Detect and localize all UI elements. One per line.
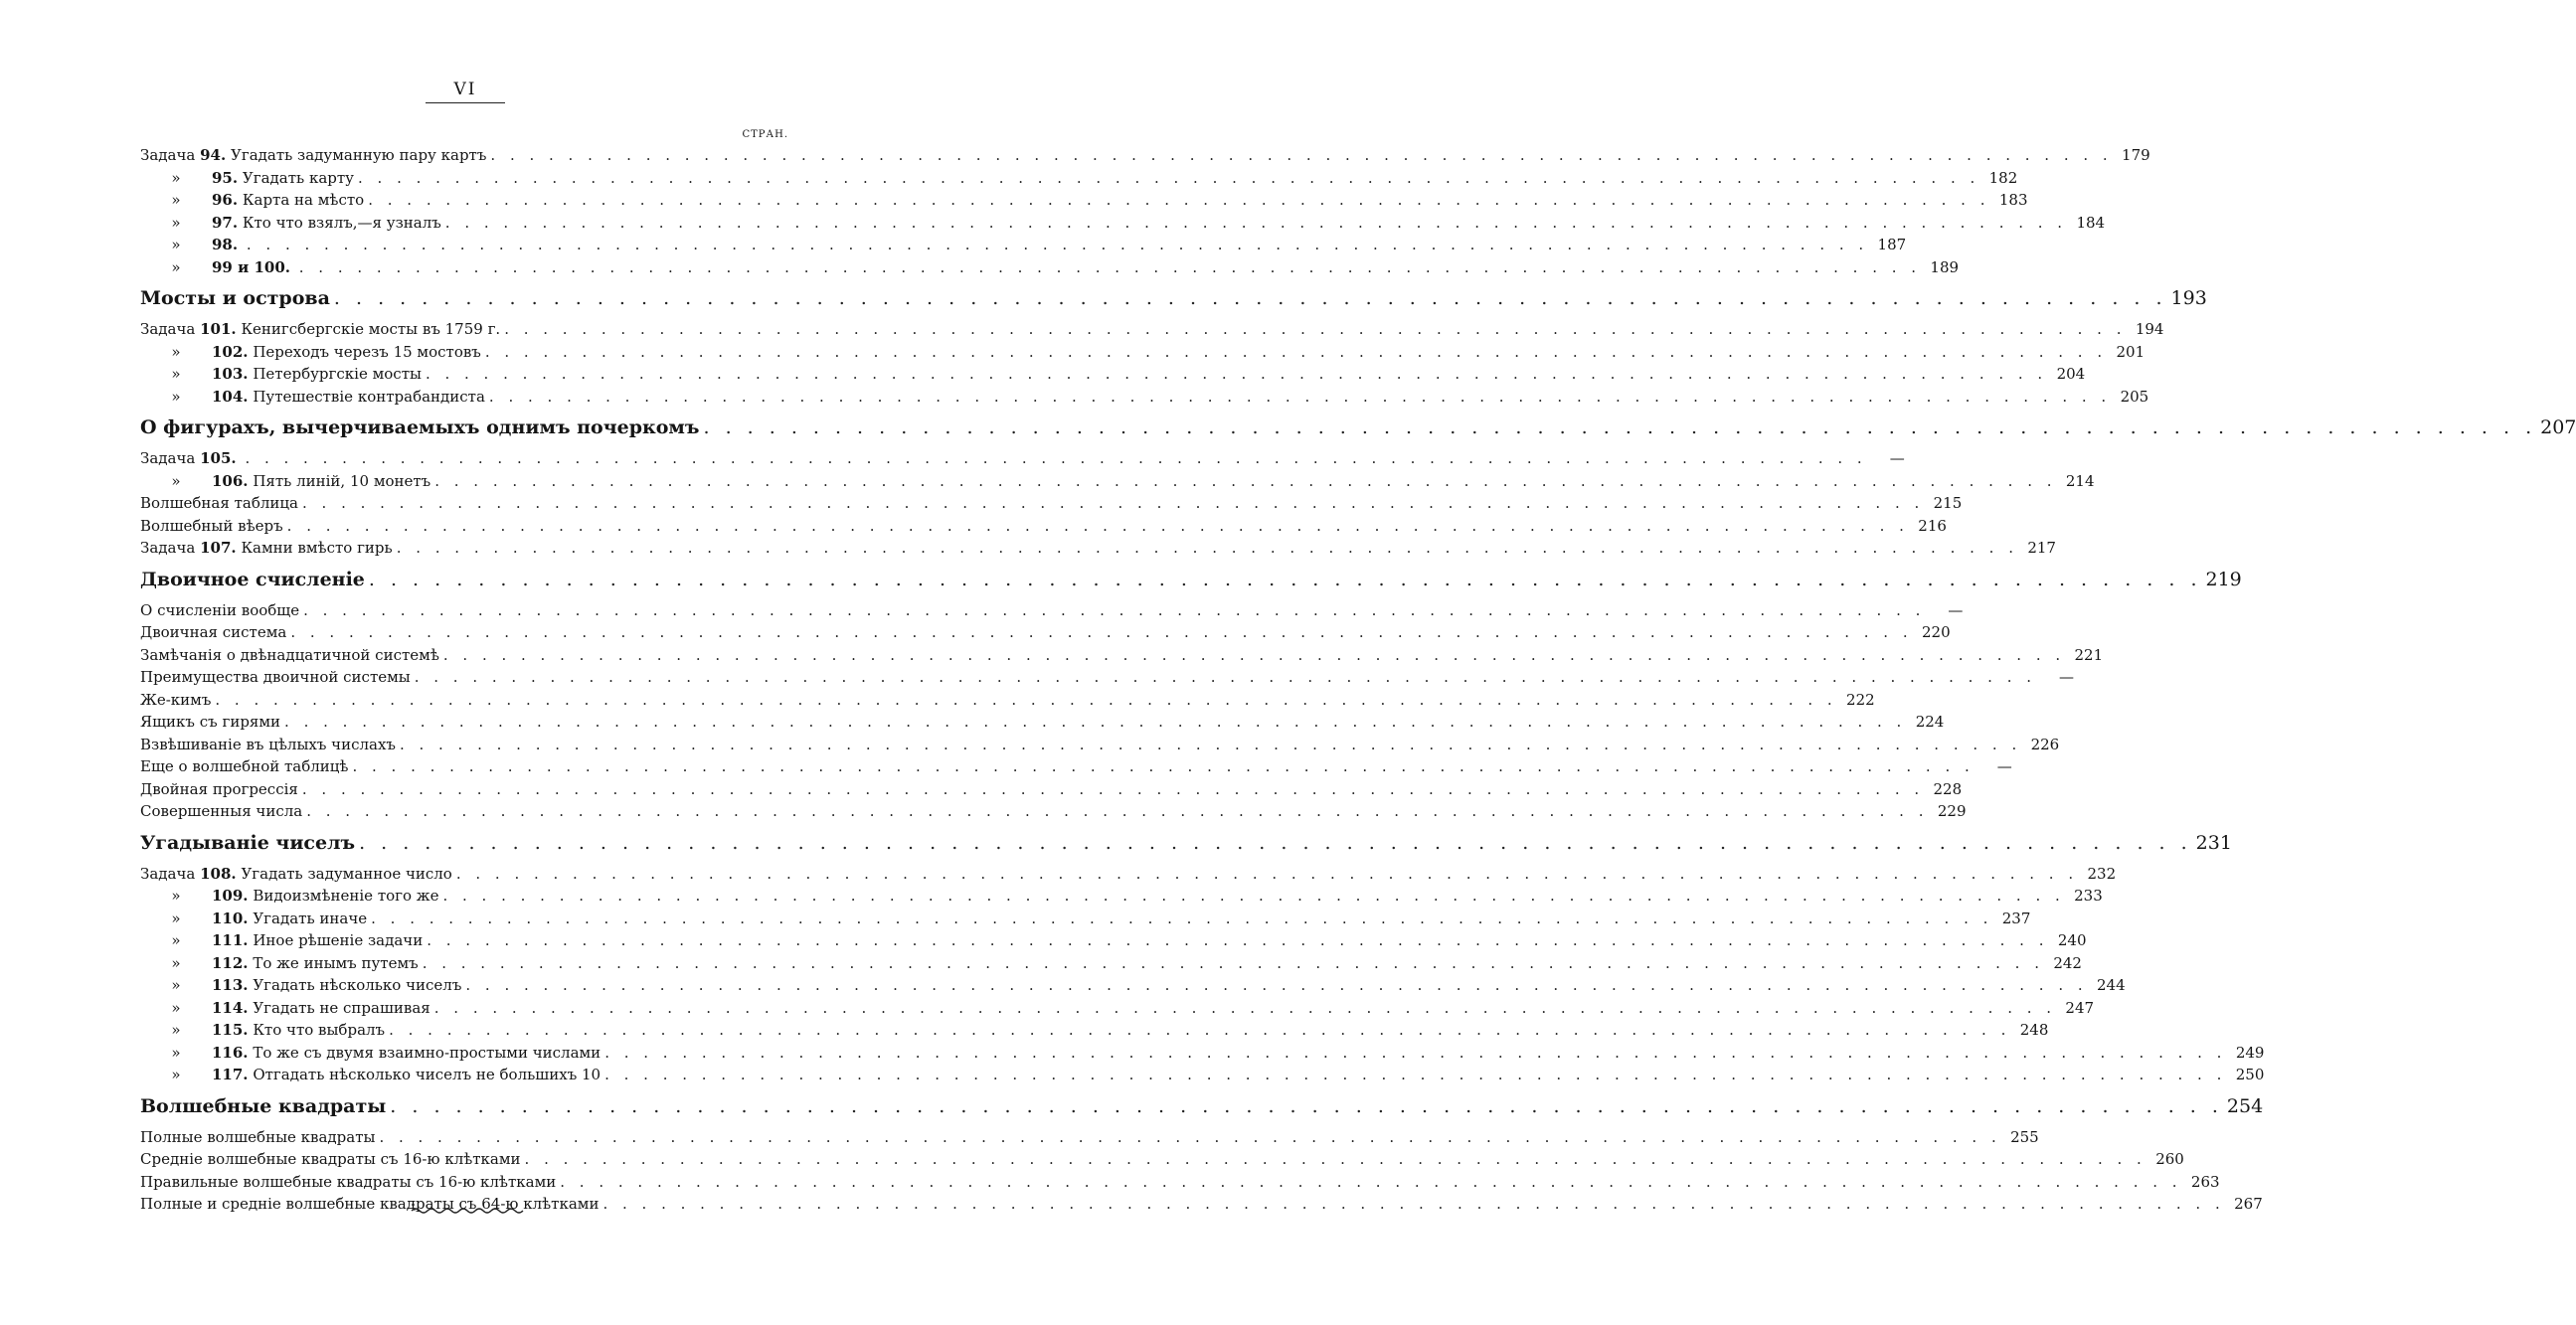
page-reference: 222 <box>1846 690 1875 709</box>
toc-entry <box>140 537 2056 560</box>
page-reference: 250 <box>2235 1066 2265 1083</box>
dot-leader: . . . . . . . . . . . . . . . . . . . . . . . . . . . . . . . . . . . . . . . . . . . . . . . . . . . . . . . . . . . . . . . . . . . . . . . . . . . . . . . . . . . . <box>306 802 1929 820</box>
page-reference: 221 <box>2074 645 2104 664</box>
toc-entry <box>140 492 1963 515</box>
ditto-mark: » <box>171 887 181 905</box>
page-reference: 182 <box>1988 168 2018 187</box>
toc-entry <box>140 689 1875 712</box>
toc-entry <box>140 778 1963 801</box>
problem-number: 102. <box>212 342 249 361</box>
dot-leader: . . . . . . . . . . . . . . . . . . . . . . . . . . . . . . . . . . . . . . . . . . . . . . . . . . . . . . . . . . . . . . . . . . . . . . . . . . . . . . . . . . . . <box>333 287 2167 309</box>
dot-leader: . . . . . . . . . . . . . . . . . . . . . . . . . . . . . . . . . . . . . . . . . . . . . . . . . . . . . . . . . . . . . . . . . . . . . . . . . . . . . . . . . . . . <box>368 191 1990 209</box>
ditto-mark: » <box>171 213 181 232</box>
toc-entry <box>140 952 2082 975</box>
toc-entry <box>140 621 1951 644</box>
ditto-mark: » <box>171 1043 181 1062</box>
problem-number: 109. <box>212 887 249 905</box>
page-reference: 231 <box>2195 831 2232 854</box>
section-title: Угадываніе чиселъ <box>140 831 356 854</box>
entry-lead-label: Задача <box>140 864 196 883</box>
page-reference: 260 <box>2155 1150 2184 1168</box>
dot-leader: . . . . . . . . . . . . . . . . . . . . . . . . . . . . . . . . . . . . . . . . . . . . . . . . . . . . . . . . . . . . . . . . . . . . . . . . . . . . . . . . . . . . <box>442 645 2066 664</box>
dot-leader: . . . . . . . . . . . . . . . . . . . . . . . . . . . . . . . . . . . . . . . . . . . . . . . . . . . . . . . . . . . . . . . . . . . . . . . . . . . . . . . . . . . . <box>399 735 2022 753</box>
dot-leader: . . . . . . . . . . . . . . . . . . . . . . . . . . . . . . . . . . . . . . . . . . . . . . . . . . . . . . . . . . . . . . . . . . . . . . . . . . . . . . . . . . . . <box>414 668 2037 686</box>
page-reference: 224 <box>1915 713 1945 731</box>
entry-title: Средніе волшебные квадраты съ 16-ю клѣтками <box>140 1150 521 1168</box>
toc-section-heading <box>140 410 2576 445</box>
dot-leader: . . . . . . . . . . . . . . . . . . . . . . . . . . . . . . . . . . . . . . . . . . . . . . . . . . . . . . . . . . . . . . . . . . . . . . . . . . . . . . . . . . . . <box>488 387 2112 406</box>
ditto-mark: » <box>171 909 181 927</box>
dot-leader: . . . . . . . . . . . . . . . . . . . . . . . . . . . . . . . . . . . . . . . . . . . . . . . . . . . . . . . . . . . . . . . . . . . . . . . . . . . . . . . . . . . . <box>604 1043 2227 1062</box>
page-reference: 242 <box>2053 953 2082 972</box>
page-reference: 247 <box>2065 998 2095 1017</box>
page-reference: 193 <box>2170 287 2207 309</box>
page-reference: 179 <box>2122 146 2150 164</box>
entry-title: Угадать задуманную пару картъ <box>231 146 487 164</box>
entry-title: Путешествіе контрабандиста <box>253 387 485 406</box>
entry-title: О счисленіи вообще <box>140 600 300 619</box>
entry-title: Угадать карту <box>242 168 354 187</box>
page-reference: 229 <box>1937 802 1967 820</box>
toc-section-heading <box>140 1088 2264 1124</box>
entry-title: Совершенныя числа <box>140 802 303 820</box>
ditto-mark: » <box>171 1066 181 1083</box>
entry-title: Волшебная таблица <box>140 494 298 512</box>
toc-entry <box>140 318 2164 341</box>
problem-number: 97. <box>212 213 239 232</box>
dot-leader: . . . . . . . . . . . . . . . . . . . . . . . . . . . . . . . . . . . . . . . . . . . . . . . . . . . . . . . . . . . . . . . . . . . . . . . . . . . . . . . . . . . . <box>371 909 1993 927</box>
toc-entry <box>140 599 1964 622</box>
toc-entry <box>140 386 2149 409</box>
entry-title: Угадать задуманное число <box>241 864 452 883</box>
dot-leader: . . . . . . . . . . . . . . . . . . . . . . . . . . . . . . . . . . . . . . . . . . . . . . . . . . . . . . . . . . . . . . . . . . . . . . . . . . . . . . . . . . . . <box>604 1066 2227 1083</box>
page-reference: 184 <box>2076 213 2106 232</box>
ditto-mark: » <box>171 1021 181 1039</box>
section-title: Волшебные квадраты <box>140 1094 387 1117</box>
toc-entry <box>140 755 2012 778</box>
entry-title: Кто что выбралъ <box>253 1021 386 1039</box>
ditto-mark: » <box>171 191 181 209</box>
toc-entry <box>140 644 2104 667</box>
ditto-mark: » <box>171 257 181 276</box>
entry-title: Взвѣшиваніе въ цѣлыхъ числахъ <box>140 735 396 753</box>
toc-entry <box>140 1148 2184 1171</box>
toc-entry <box>140 1042 2265 1065</box>
toc-entry <box>140 515 1947 538</box>
toc-entry <box>140 929 2087 952</box>
page-reference: 226 <box>2030 735 2060 753</box>
dot-leader: . . . . . . . . . . . . . . . . . . . . . . . . . . . . . . . . . . . . . . . . . . . . . . . . . . . . . . . . . . . . . . . . . . . . . . . . . . . . . . . . . . . . <box>703 416 2537 438</box>
dot-leader: . . . . . . . . . . . . . . . . . . . . . . . . . . . . . . . . . . . . . . . . . . . . . . . . . . . . . . . . . . . . . . . . . . . . . . . . . . . . . . . . . . . . <box>455 864 2079 883</box>
entry-title: Видоизмѣненіе того же <box>253 887 439 905</box>
entry-title: Карта на мѣсто <box>242 191 365 209</box>
dot-leader: . . . . . . . . . . . . . . . . . . . . . . . . . . . . . . . . . . . . . . . . . . . . . . . . . . . . . . . . . . . . . . . . . . . . . . . . . . . . . . . . . . . . <box>434 471 2057 490</box>
page-number: VI <box>453 80 477 99</box>
dot-leader: . . . . . . . . . . . . . . . . . . . . . . . . . . . . . . . . . . . . . . . . . . . . . . . . . . . . . . . . . . . . . . . . . . . . . . . . . . . . . . . . . . . . <box>303 600 1926 619</box>
entry-title: Иное рѣшеніе задачи <box>253 931 424 949</box>
problem-number: 104. <box>212 387 249 406</box>
page-reference: 267 <box>2234 1195 2263 1213</box>
dot-leader: . . . . . . . . . . . . . . . . . . . . . . . . . . . . . . . . . . . . . . . . . . . . . . . . . . . . . . . . . . . . . . . . . . . . . . . . . . . . . . . . . . . . <box>422 953 2044 972</box>
page-column-heading: СТРАН. <box>742 129 788 140</box>
entry-title: Угадать нѣсколько чиселъ <box>253 976 462 994</box>
entry-lead-label: Задача <box>140 320 196 338</box>
toc-entry <box>140 234 1907 256</box>
toc-section-heading <box>140 825 2232 861</box>
toc-entry <box>140 666 2075 689</box>
problem-number: 115. <box>212 1021 249 1039</box>
entry-title: Полные волшебные квадраты <box>140 1127 376 1146</box>
dot-leader: . . . . . . . . . . . . . . . . . . . . . . . . . . . . . . . . . . . . . . . . . . . . . . . . . . . . . . . . . . . . . . . . . . . . . . . . . . . . . . . . . . . . <box>352 757 1975 775</box>
toc-entry <box>140 1126 2039 1149</box>
page-reference: — <box>1889 449 1905 467</box>
entry-title: Правильные волшебные квадраты съ 16-ю клѣтками <box>140 1172 557 1191</box>
toc-entry <box>140 734 2060 756</box>
problem-number: 101. <box>200 320 237 338</box>
page-reference: 207 <box>2540 416 2576 438</box>
entry-title: Преимущества двоичной системы <box>140 668 411 686</box>
dot-leader: . . . . . . . . . . . . . . . . . . . . . . . . . . . . . . . . . . . . . . . . . . . . . . . . . . . . . . . . . . . . . . . . . . . . . . . . . . . . . . . . . . . . <box>246 236 1869 253</box>
dot-leader: . . . . . . . . . . . . . . . . . . . . . . . . . . . . . . . . . . . . . . . . . . . . . . . . . . . . . . . . . . . . . . . . . . . . . . . . . . . . . . . . . . . . <box>504 320 2127 338</box>
page-reference: 263 <box>2190 1172 2220 1191</box>
page-reference: 240 <box>2057 931 2087 949</box>
page-reference: 232 <box>2087 864 2117 883</box>
entry-lead-label: Задача <box>140 449 196 467</box>
entry-title: Угадать не спрашивая <box>253 998 430 1017</box>
page-reference: 194 <box>2135 320 2164 338</box>
table-of-contents <box>140 144 2576 1216</box>
entry-title: Камни вмѣсто гирь <box>241 539 393 557</box>
page-reference: 187 <box>1877 236 1907 253</box>
toc-entry <box>140 711 1945 734</box>
page-reference: 217 <box>2027 539 2056 557</box>
problem-number: 117. <box>212 1066 249 1083</box>
dot-leader: . . . . . . . . . . . . . . . . . . . . . . . . . . . . . . . . . . . . . . . . . . . . . . . . . . . . . . . . . . . . . . . . . . . . . . . . . . . . . . . . . . . . <box>560 1172 2182 1191</box>
dot-leader: . . . . . . . . . . . . . . . . . . . . . . . . . . . . . . . . . . . . . . . . . . . . . . . . . . . . . . . . . . . . . . . . . . . . . . . . . . . . . . . . . . . . <box>359 831 2192 854</box>
toc-entry <box>140 341 2146 364</box>
page-reference: 216 <box>1918 516 1947 535</box>
entry-title: Же-кимъ <box>140 690 212 709</box>
dot-leader: . . . . . . . . . . . . . . . . . . . . . . . . . . . . . . . . . . . . . . . . . . . . . . . . . . . . . . . . . . . . . . . . . . . . . . . . . . . . . . . . . . . . <box>389 1021 2011 1039</box>
page-reference: 220 <box>1921 623 1951 641</box>
section-title: Мосты и острова <box>140 287 330 309</box>
problem-number: 105. <box>200 449 237 467</box>
ornament-divider <box>408 1202 525 1216</box>
dot-leader: . . . . . . . . . . . . . . . . . . . . . . . . . . . . . . . . . . . . . . . . . . . . . . . . . . . . . . . . . . . . . . . . . . . . . . . . . . . . . . . . . . . . <box>490 146 2113 164</box>
dot-leader: . . . . . . . . . . . . . . . . . . . . . . . . . . . . . . . . . . . . . . . . . . . . . . . . . . . . . . . . . . . . . . . . . . . . . . . . . . . . . . . . . . . . <box>286 516 1909 535</box>
entry-title: Кенигсбергскіе мосты въ 1759 г. <box>241 320 501 338</box>
page-reference: 204 <box>2056 365 2086 383</box>
toc-entry <box>140 447 1905 470</box>
ditto-mark: » <box>171 168 181 187</box>
problem-number: 111. <box>212 931 249 949</box>
dot-leader: . . . . . . . . . . . . . . . . . . . . . . . . . . . . . . . . . . . . . . . . . . . . . . . . . . . . . . . . . . . . . . . . . . . . . . . . . . . . . . . . . . . . <box>396 539 2018 557</box>
toc-entry <box>140 1064 2265 1086</box>
section-title: О фигурахъ, вычерчиваемыхъ однимъ почеркомъ <box>140 416 700 438</box>
entry-title: Двойная прогрессія <box>140 779 298 798</box>
problem-number: 98. <box>212 236 239 253</box>
page-reference: — <box>1948 600 1964 619</box>
ditto-mark: » <box>171 387 181 406</box>
page-reference: 201 <box>2116 342 2146 361</box>
entry-title: Отгадать нѣсколько чиселъ не большихъ 10 <box>253 1066 601 1083</box>
toc-entry <box>140 363 2086 386</box>
entry-title: Кто что взялъ,—я узналъ <box>242 213 441 232</box>
entry-title: Ящикъ съ гирями <box>140 713 281 731</box>
page-reference: 248 <box>2019 1021 2049 1039</box>
ditto-mark: » <box>171 931 181 949</box>
problem-number: 107. <box>200 539 237 557</box>
problem-number: 112. <box>212 953 249 972</box>
toc-entry <box>140 974 2126 997</box>
page-reference: 205 <box>2120 387 2149 406</box>
page-reference: 244 <box>2097 976 2126 994</box>
problem-number: 103. <box>212 365 249 383</box>
toc-entry <box>140 1019 2049 1042</box>
toc-entry <box>140 144 2150 167</box>
dot-leader: . . . . . . . . . . . . . . . . . . . . . . . . . . . . . . . . . . . . . . . . . . . . . . . . . . . . . . . . . . . . . . . . . . . . . . . . . . . . . . . . . . . . <box>379 1127 2001 1146</box>
entry-title: Переходъ черезъ 15 мостовъ <box>253 342 481 361</box>
entry-title: Петербургскіе мосты <box>253 365 422 383</box>
dot-leader: . . . . . . . . . . . . . . . . . . . . . . . . . . . . . . . . . . . . . . . . . . . . . . . . . . . . . . . . . . . . . . . . . . . . . . . . . . . . . . . . . . . . <box>433 998 2057 1017</box>
dot-leader: . . . . . . . . . . . . . . . . . . . . . . . . . . . . . . . . . . . . . . . . . . . . . . . . . . . . . . . . . . . . . . . . . . . . . . . . . . . . . . . . . . . . <box>465 976 2088 994</box>
entry-title: Полные и средніе волшебные квадраты съ 64-ю клѣтками <box>140 1195 600 1213</box>
dot-leader: . . . . . . . . . . . . . . . . . . . . . . . . . . . . . . . . . . . . . . . . . . . . . . . . . . . . . . . . . . . . . . . . . . . . . . . . . . . . . . . . . . . . <box>484 342 2108 361</box>
page-reference: — <box>1996 757 2012 775</box>
problem-number: 113. <box>212 976 249 994</box>
dot-leader: . . . . . . . . . . . . . . . . . . . . . . . . . . . . . . . . . . . . . . . . . . . . . . . . . . . . . . . . . . . . . . . . . . . . . . . . . . . . . . . . . . . . <box>427 931 2049 949</box>
page-reference: 228 <box>1933 779 1963 798</box>
entry-title: Еще о волшебной таблицѣ <box>140 757 349 775</box>
dot-leader: . . . . . . . . . . . . . . . . . . . . . . . . . . . . . . . . . . . . . . . . . . . . . . . . . . . . . . . . . . . . . . . . . . . . . . . . . . . . . . . . . . . . <box>368 568 2202 590</box>
page-reference: 249 <box>2235 1043 2265 1062</box>
ditto-mark: » <box>171 976 181 994</box>
page-reference: 219 <box>2205 568 2242 590</box>
problem-number: 99 и 100. <box>212 257 290 276</box>
page-reference: 215 <box>1933 494 1963 512</box>
problem-number: 114. <box>212 998 249 1017</box>
dot-leader: . . . . . . . . . . . . . . . . . . . . . . . . . . . . . . . . . . . . . . . . . . . . . . . . . . . . . . . . . . . . . . . . . . . . . . . . . . . . . . . . . . . . <box>215 690 1837 709</box>
dot-leader: . . . . . . . . . . . . . . . . . . . . . . . . . . . . . . . . . . . . . . . . . . . . . . . . . . . . . . . . . . . . . . . . . . . . . . . . . . . . . . . . . . . . <box>302 494 1925 512</box>
toc-entry <box>140 189 2028 212</box>
dot-leader: . . . . . . . . . . . . . . . . . . . . . . . . . . . . . . . . . . . . . . . . . . . . . . . . . . . . . . . . . . . . . . . . . . . . . . . . . . . . . . . . . . . . <box>425 365 2048 383</box>
header-rule <box>426 102 505 103</box>
page-reference: 254 <box>2226 1094 2264 1117</box>
problem-number: 95. <box>212 168 239 187</box>
ditto-mark: » <box>171 365 181 383</box>
problem-number: 96. <box>212 191 239 209</box>
toc-entry <box>140 1171 2220 1194</box>
dot-leader: . . . . . . . . . . . . . . . . . . . . . . . . . . . . . . . . . . . . . . . . . . . . . . . . . . . . . . . . . . . . . . . . . . . . . . . . . . . . . . . . . . . . <box>602 1195 2225 1213</box>
dot-leader: . . . . . . . . . . . . . . . . . . . . . . . . . . . . . . . . . . . . . . . . . . . . . . . . . . . . . . . . . . . . . . . . . . . . . . . . . . . . . . . . . . . . <box>524 1150 2147 1168</box>
page-reference: 237 <box>2001 909 2031 927</box>
page-reference: — <box>2059 668 2075 686</box>
ditto-mark: » <box>171 342 181 361</box>
page-reference: 255 <box>2010 1127 2039 1146</box>
dot-leader: . . . . . . . . . . . . . . . . . . . . . . . . . . . . . . . . . . . . . . . . . . . . . . . . . . . . . . . . . . . . . . . . . . . . . . . . . . . . . . . . . . . . <box>245 449 1867 467</box>
entry-title: Двоичная система <box>140 623 287 641</box>
entry-title: То же инымъ путемъ <box>253 953 419 972</box>
problem-number: 108. <box>200 864 237 883</box>
page-reference: 214 <box>2065 471 2095 490</box>
page-reference: 233 <box>2074 887 2103 905</box>
page-reference: 189 <box>1930 257 1960 276</box>
entry-title: То же съ двумя взаимно-простыми числами <box>253 1043 601 1062</box>
entry-lead-label: Задача <box>140 539 196 557</box>
ditto-mark: » <box>171 998 181 1017</box>
toc-section-heading <box>140 280 2207 316</box>
toc-entry <box>140 997 2095 1020</box>
problem-number: 94. <box>200 146 227 164</box>
ditto-mark: » <box>171 236 181 253</box>
toc-entry <box>140 212 2106 235</box>
toc-entry <box>140 800 1967 823</box>
dot-leader: . . . . . . . . . . . . . . . . . . . . . . . . . . . . . . . . . . . . . . . . . . . . . . . . . . . . . . . . . . . . . . . . . . . . . . . . . . . . . . . . . . . . <box>444 213 2068 232</box>
dot-leader: . . . . . . . . . . . . . . . . . . . . . . . . . . . . . . . . . . . . . . . . . . . . . . . . . . . . . . . . . . . . . . . . . . . . . . . . . . . . . . . . . . . . <box>390 1094 2223 1117</box>
dot-leader: . . . . . . . . . . . . . . . . . . . . . . . . . . . . . . . . . . . . . . . . . . . . . . . . . . . . . . . . . . . . . . . . . . . . . . . . . . . . . . . . . . . . <box>358 168 1980 187</box>
dot-leader: . . . . . . . . . . . . . . . . . . . . . . . . . . . . . . . . . . . . . . . . . . . . . . . . . . . . . . . . . . . . . . . . . . . . . . . . . . . . . . . . . . . . <box>284 713 1907 731</box>
dot-leader: . . . . . . . . . . . . . . . . . . . . . . . . . . . . . . . . . . . . . . . . . . . . . . . . . . . . . . . . . . . . . . . . . . . . . . . . . . . . . . . . . . . . <box>301 779 1925 798</box>
entry-title: Пять линій, 10 монетъ <box>253 471 431 490</box>
dot-leader: . . . . . . . . . . . . . . . . . . . . . . . . . . . . . . . . . . . . . . . . . . . . . . . . . . . . . . . . . . . . . . . . . . . . . . . . . . . . . . . . . . . . <box>442 887 2065 905</box>
toc-entry <box>140 863 2117 886</box>
section-title: Двоичное счисленіе <box>140 568 365 590</box>
toc-entry <box>140 256 1960 279</box>
ditto-mark: » <box>171 471 181 490</box>
page-reference: 183 <box>1998 191 2028 209</box>
entry-lead-label: Задача <box>140 146 196 164</box>
problem-number: 106. <box>212 471 249 490</box>
toc-entry <box>140 470 2095 493</box>
ditto-mark: » <box>171 953 181 972</box>
problem-number: 116. <box>212 1043 249 1062</box>
entry-title: Волшебный вѣеръ <box>140 516 283 535</box>
entry-title: Замѣчанія о двѣнадцатичной системѣ <box>140 645 439 664</box>
toc-entry <box>140 885 2103 908</box>
dot-leader: . . . . . . . . . . . . . . . . . . . . . . . . . . . . . . . . . . . . . . . . . . . . . . . . . . . . . . . . . . . . . . . . . . . . . . . . . . . . . . . . . . . . <box>290 623 1913 641</box>
dot-leader: . . . . . . . . . . . . . . . . . . . . . . . . . . . . . . . . . . . . . . . . . . . . . . . . . . . . . . . . . . . . . . . . . . . . . . . . . . . . . . . . . . . . <box>298 257 1922 276</box>
toc-section-heading <box>140 562 2242 597</box>
entry-title: Угадать иначе <box>253 909 368 927</box>
toc-entry <box>140 908 2031 930</box>
toc-entry <box>140 167 2018 190</box>
problem-number: 110. <box>212 909 249 927</box>
